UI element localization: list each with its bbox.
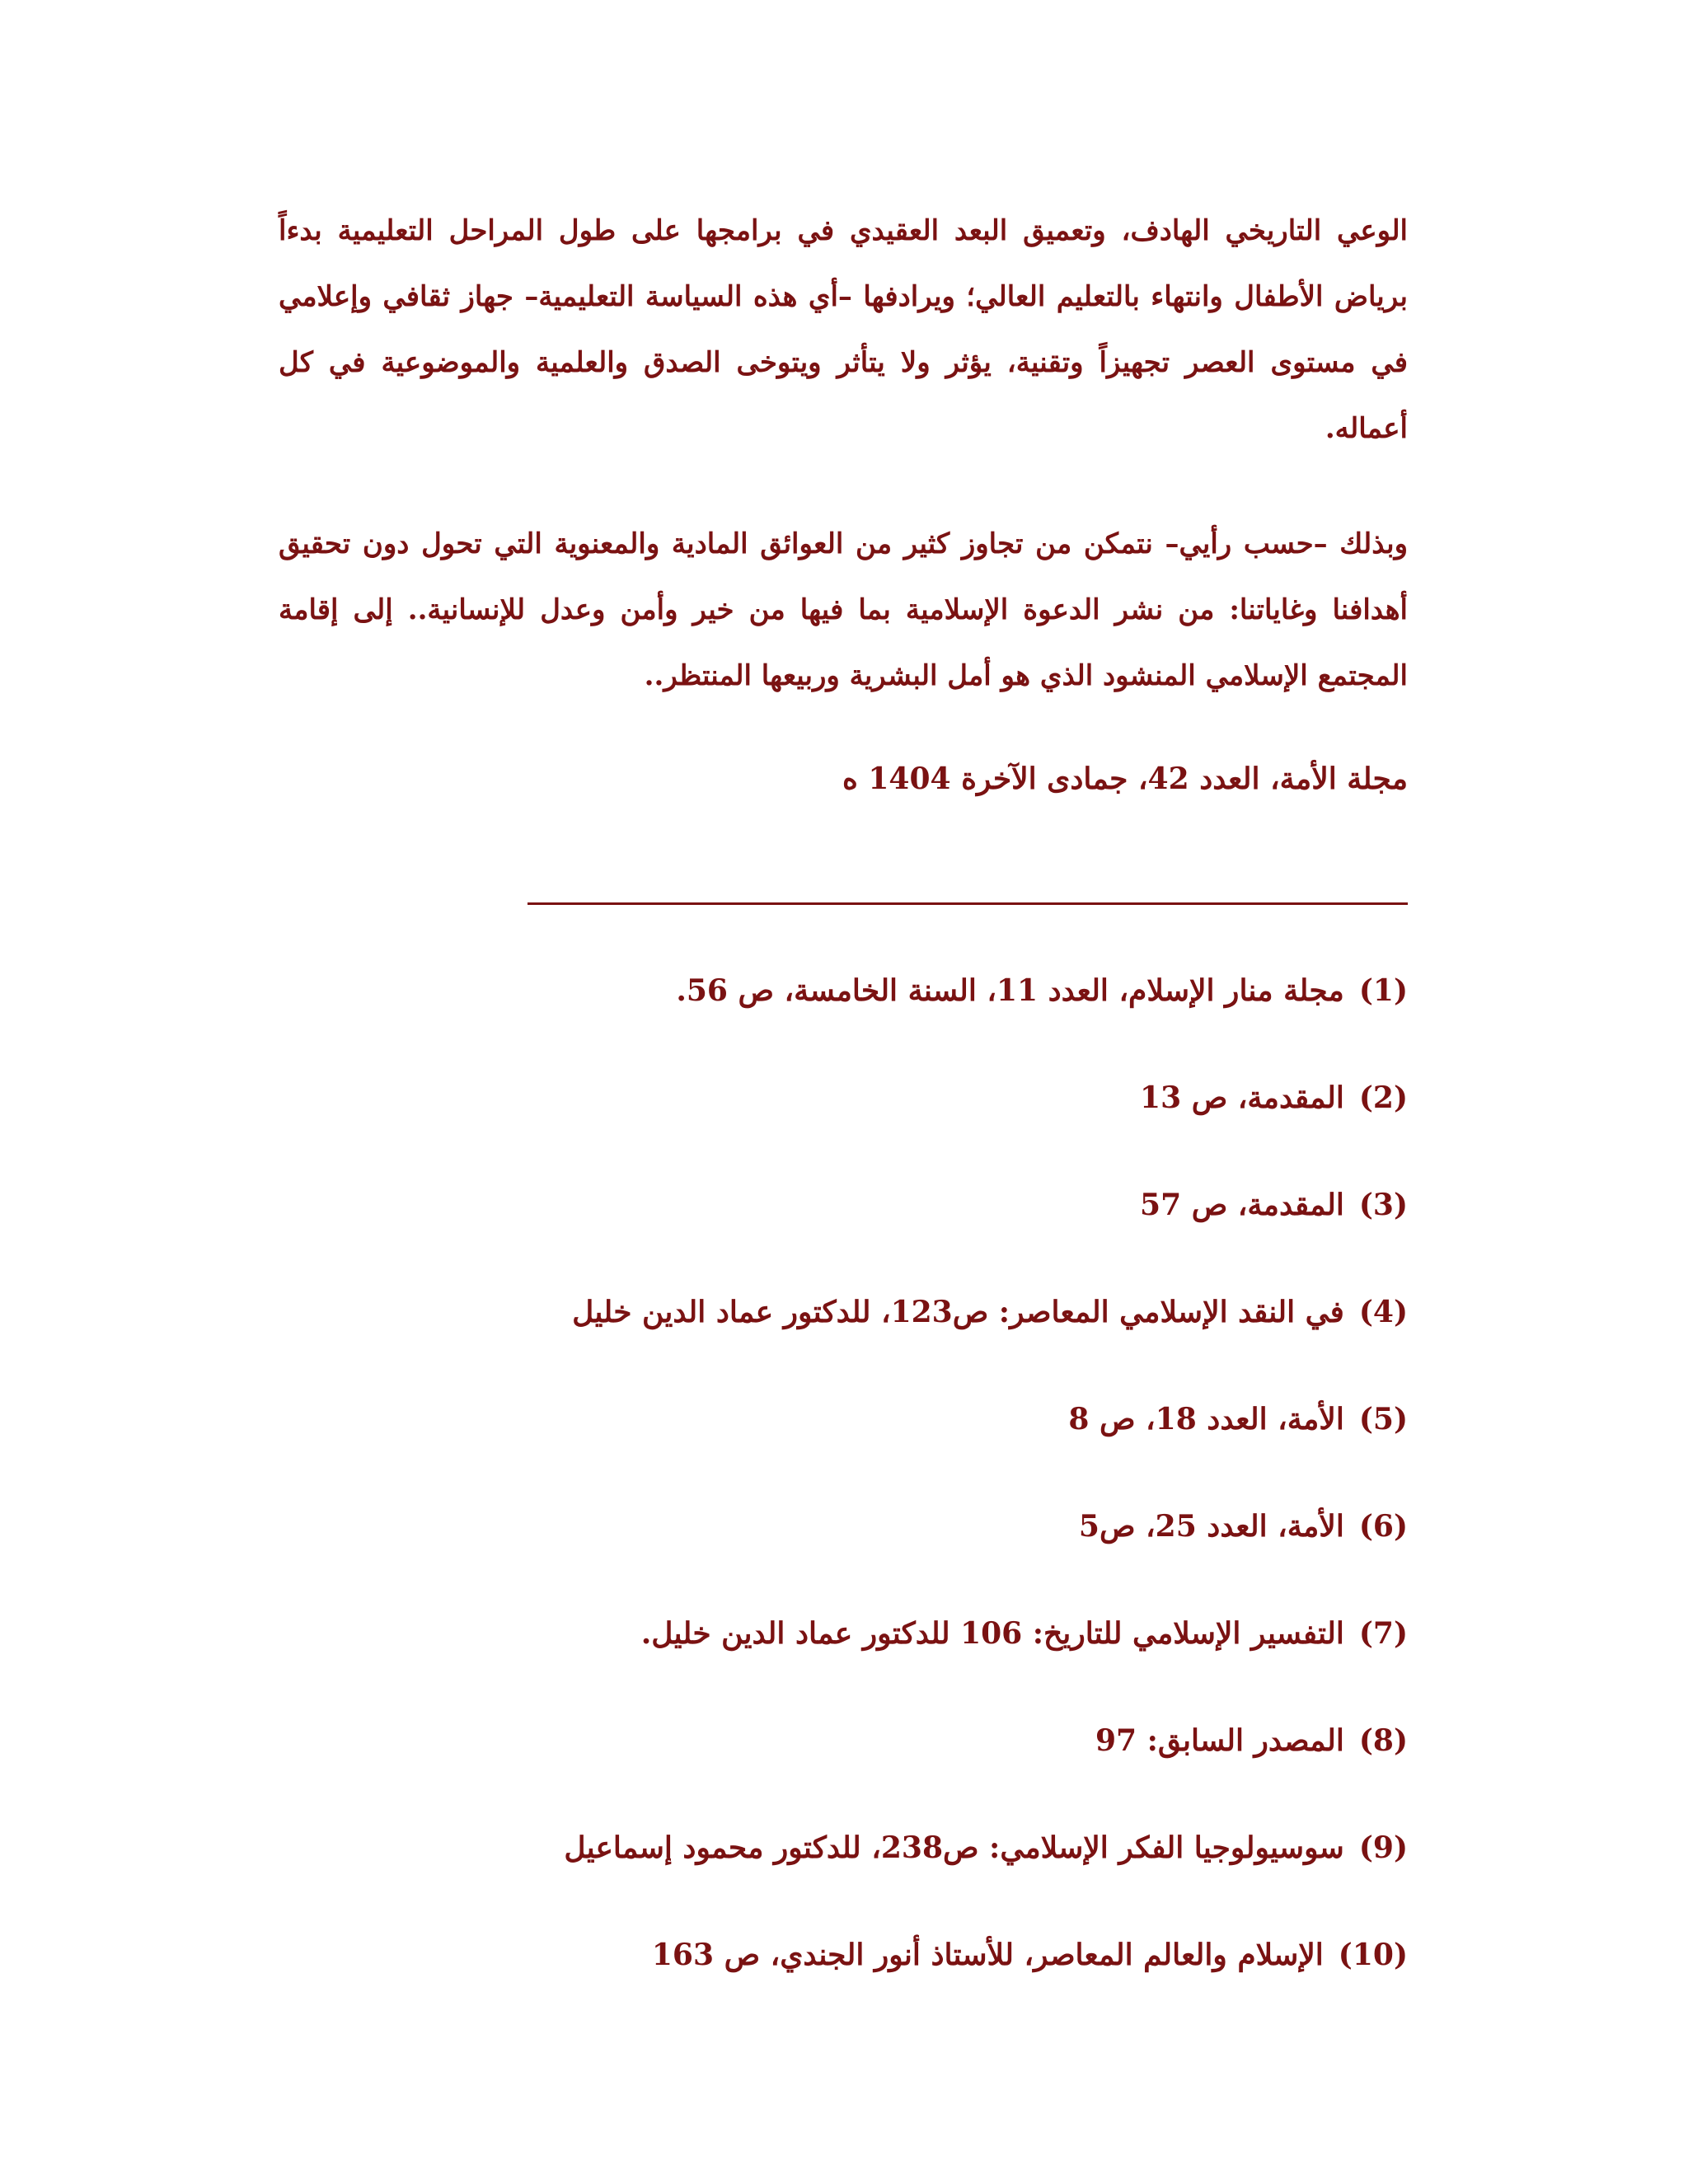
footnotes-list xyxy=(279,958,1408,2029)
body-paragraph-2: وبذلك –حسب رأيي– نتمكن من تجاوز كثير من العوائق المادية والمعنوية التي تحول دون تحقيق أهدافنا وغاياتنا: من نشر الدعوة الإسلامية بما فيها من خير وأمن وعدل للإنسانية.. إلى إقامة المجتمع الإسلامي المنشود الذي هو أمل البشرية وربيعها المنتظر.. xyxy=(279,527,1408,692)
footnote-text: في النقد الإسلامي المعاصر: ص123، للدكتور عماد الدين خليل xyxy=(572,1295,1344,1329)
footnote-number: (1) xyxy=(1358,973,1408,1008)
footnote-number: (5) xyxy=(1358,1402,1408,1436)
body-paragraph-1: الوعي التاريخي الهادف، وتعميق البعد العقيدي في برامجها على طول المراحل التعليمية بدءاً برياض الأطفال وانتهاء بالتعليم العالي؛ ويرادفها –أي هذه السياسة التعليمية– جهاز ثقافي وإعلامي في مستوى العصر تجهيزاً وتقنية، يؤثر ولا يتأثر ويتوخى الصدق والعلمية والموضوعية في كل أعماله. xyxy=(279,214,1408,445)
footnote-text: الأمة، العدد 25، ص5 xyxy=(1078,1509,1344,1544)
footnote-text: المصدر السابق: 97 xyxy=(1095,1723,1344,1758)
footnote-text: سوسيولوجيا الفكر الإسلامي: ص238، للدكتور محمود إسماعيل xyxy=(564,1830,1344,1865)
footnote-text: المقدمة، ص 57 xyxy=(1140,1188,1344,1222)
source-citation: مجلة الأمة، العدد 42، جمادى الآخرة 1404 ه xyxy=(842,762,1408,796)
footnote-item xyxy=(279,1279,1408,1386)
footnote-item xyxy=(279,1601,1408,1708)
footnote-number: (10) xyxy=(1338,1938,1408,1972)
footnote-number: (8) xyxy=(1358,1723,1408,1758)
footnote-text: التفسير الإسلامي للتاريخ: 106 للدكتور عماد الدين خليل. xyxy=(640,1616,1344,1651)
footnote-number: (9) xyxy=(1358,1830,1408,1865)
footnote-text: الأمة، العدد 18، ص 8 xyxy=(1068,1402,1344,1436)
footnote-number: (2) xyxy=(1358,1080,1408,1115)
footnote-item xyxy=(279,1708,1408,1815)
footnote-item xyxy=(279,1493,1408,1601)
footnote-text: مجلة منار الإسلام، العدد 11، السنة الخامسة، ص 56. xyxy=(676,973,1344,1008)
footnote-item xyxy=(279,1922,1408,2029)
footnote-number: (7) xyxy=(1358,1616,1408,1651)
footnote-number: (4) xyxy=(1358,1295,1408,1329)
footnote-number: (6) xyxy=(1358,1509,1408,1544)
footnote-item xyxy=(279,958,1408,1065)
footnote-item xyxy=(279,1815,1408,1922)
footnote-item xyxy=(279,1065,1408,1172)
footnote-text: المقدمة، ص 13 xyxy=(1140,1080,1344,1115)
footnote-separator xyxy=(528,902,1408,905)
footnote-item xyxy=(279,1172,1408,1279)
footnote-number: (3) xyxy=(1358,1188,1408,1222)
footnote-item xyxy=(279,1386,1408,1493)
footnote-text: الإسلام والعالم المعاصر، للأستاذ أنور الجندي، ص 163 xyxy=(651,1938,1324,1972)
